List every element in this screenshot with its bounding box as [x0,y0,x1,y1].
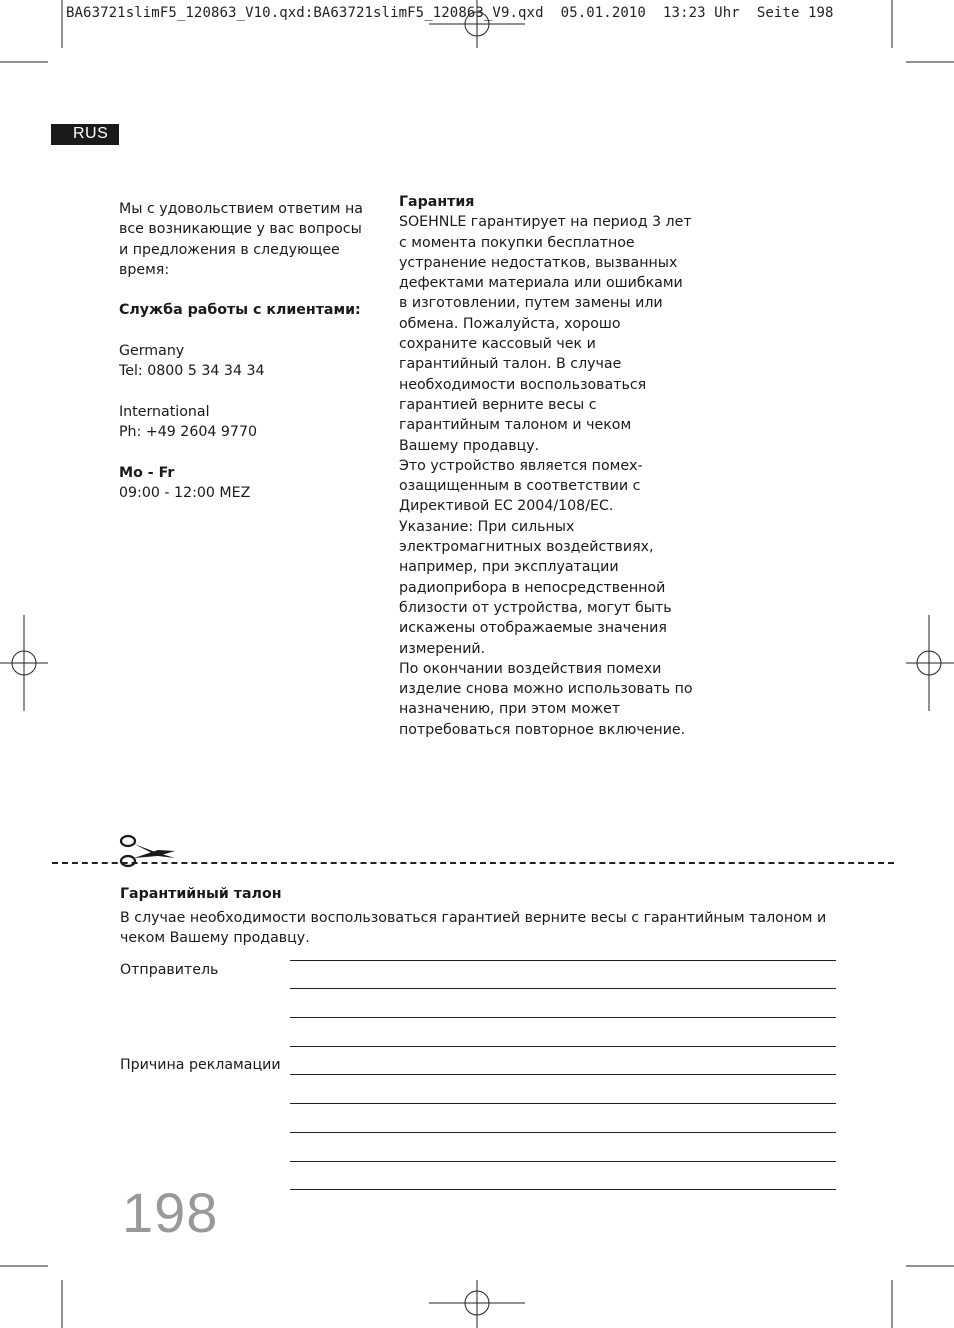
warranty-line: в изготовлении, путем замены или [399,295,663,312]
intro-line: время: [119,261,170,278]
contact-column [119,199,389,503]
registration-mark-right [906,615,954,711]
warranty-line: обмена. Пожалуйста, хорошо [399,315,621,332]
language-tab: RUS [51,124,119,145]
warranty-column [399,192,699,740]
warranty-line: сохраните кассовый чек и [399,336,596,353]
germany-label: Germany [119,343,185,360]
germany-phone: Tel: 0800 5 34 34 34 [119,363,265,380]
international-label: International [119,403,210,420]
warranty-line: Указание: При сильных [399,518,575,535]
warranty-line: гарантийным талоном и чеком [399,417,632,434]
coupon-text-line: чеком Вашему продавцу. [120,930,310,947]
registration-mark-top [429,0,525,48]
reason-line[interactable] [290,1103,836,1104]
sender-label: Отправитель [120,962,219,978]
sender-line[interactable] [290,1017,836,1018]
warranty-line: Это устройство является помех- [399,457,643,474]
print-slug: BA63721slimF5_120863_V10.qxd:BA63721slimF5_120863_V9.qxd 05.01.2010 13:23 Uhr Seite 198 [66,5,834,21]
reason-line[interactable] [290,1132,836,1133]
page-number: 198 [122,1181,219,1244]
intro-line: и предложения в следующее [119,241,340,258]
intro-line: все возникающие у вас вопросы [119,221,362,238]
reason-line[interactable] [290,1189,836,1190]
warranty-line: изделие снова можно использовать по [399,681,693,698]
reason-line[interactable] [290,1161,836,1162]
international-phone: Ph: +49 2604 9770 [119,424,258,441]
reason-label: Причина рекламации [120,1057,281,1073]
warranty-line: электромагнитных воздействиях, [399,539,654,556]
service-days: Mo - Fr [119,464,175,481]
cut-line [52,862,894,864]
warranty-heading: Гарантия [399,194,475,210]
warranty-line: Вашему продавцу. [399,437,540,454]
registration-mark-bottom [429,1280,525,1328]
sender-line[interactable] [290,988,836,989]
warranty-text [399,212,699,740]
scissors-icon [118,832,178,872]
warranty-line: потребоваться повторное включение. [399,721,686,738]
registration-mark-left [0,615,48,711]
warranty-line: гарантией верните весы с [399,396,597,413]
coupon-text-line: В случае необходимости воспользоваться гарантией верните весы с гарантийным талоном и [120,910,827,926]
intro-line: Мы с удовольствием ответим на [119,201,363,217]
warranty-line: близости от устройства, могут быть [399,599,672,616]
warranty-line: По окончании воздействия помехи [399,660,662,677]
warranty-line: с момента покупки бесплатное [399,234,635,251]
warranty-line: искажены отображаемые значения [399,620,667,637]
coupon-title: Гарантийный талон [120,886,282,902]
warranty-line: гарантийный талон. В случае [399,356,622,373]
warranty-line: необходимости воспользоваться [399,376,647,393]
warranty-line: дефектами материала или ошибками [399,275,683,292]
warranty-line: назначению, при этом может [399,701,621,718]
sender-line[interactable] [290,1046,836,1047]
warranty-line: устранение недостатков, вызванных [399,254,678,271]
warranty-line: SOEHNLE гарантирует на период 3 лет [399,214,692,231]
warranty-line: измерений. [399,640,486,657]
service-heading: Служба работы с клиентами: [119,302,361,319]
service-hours: 09:00 - 12:00 MEZ [119,485,251,502]
coupon-text [120,908,840,949]
warranty-line: озащищенным в соответствии с [399,478,641,495]
sender-line[interactable] [290,960,836,961]
warranty-line: Директивой ЕС 2004/108/EC. [399,498,614,515]
warranty-line: радиоприбора в непосредственной [399,579,666,596]
reason-line[interactable] [290,1074,836,1075]
warranty-line: например, при эксплуатации [399,559,619,576]
